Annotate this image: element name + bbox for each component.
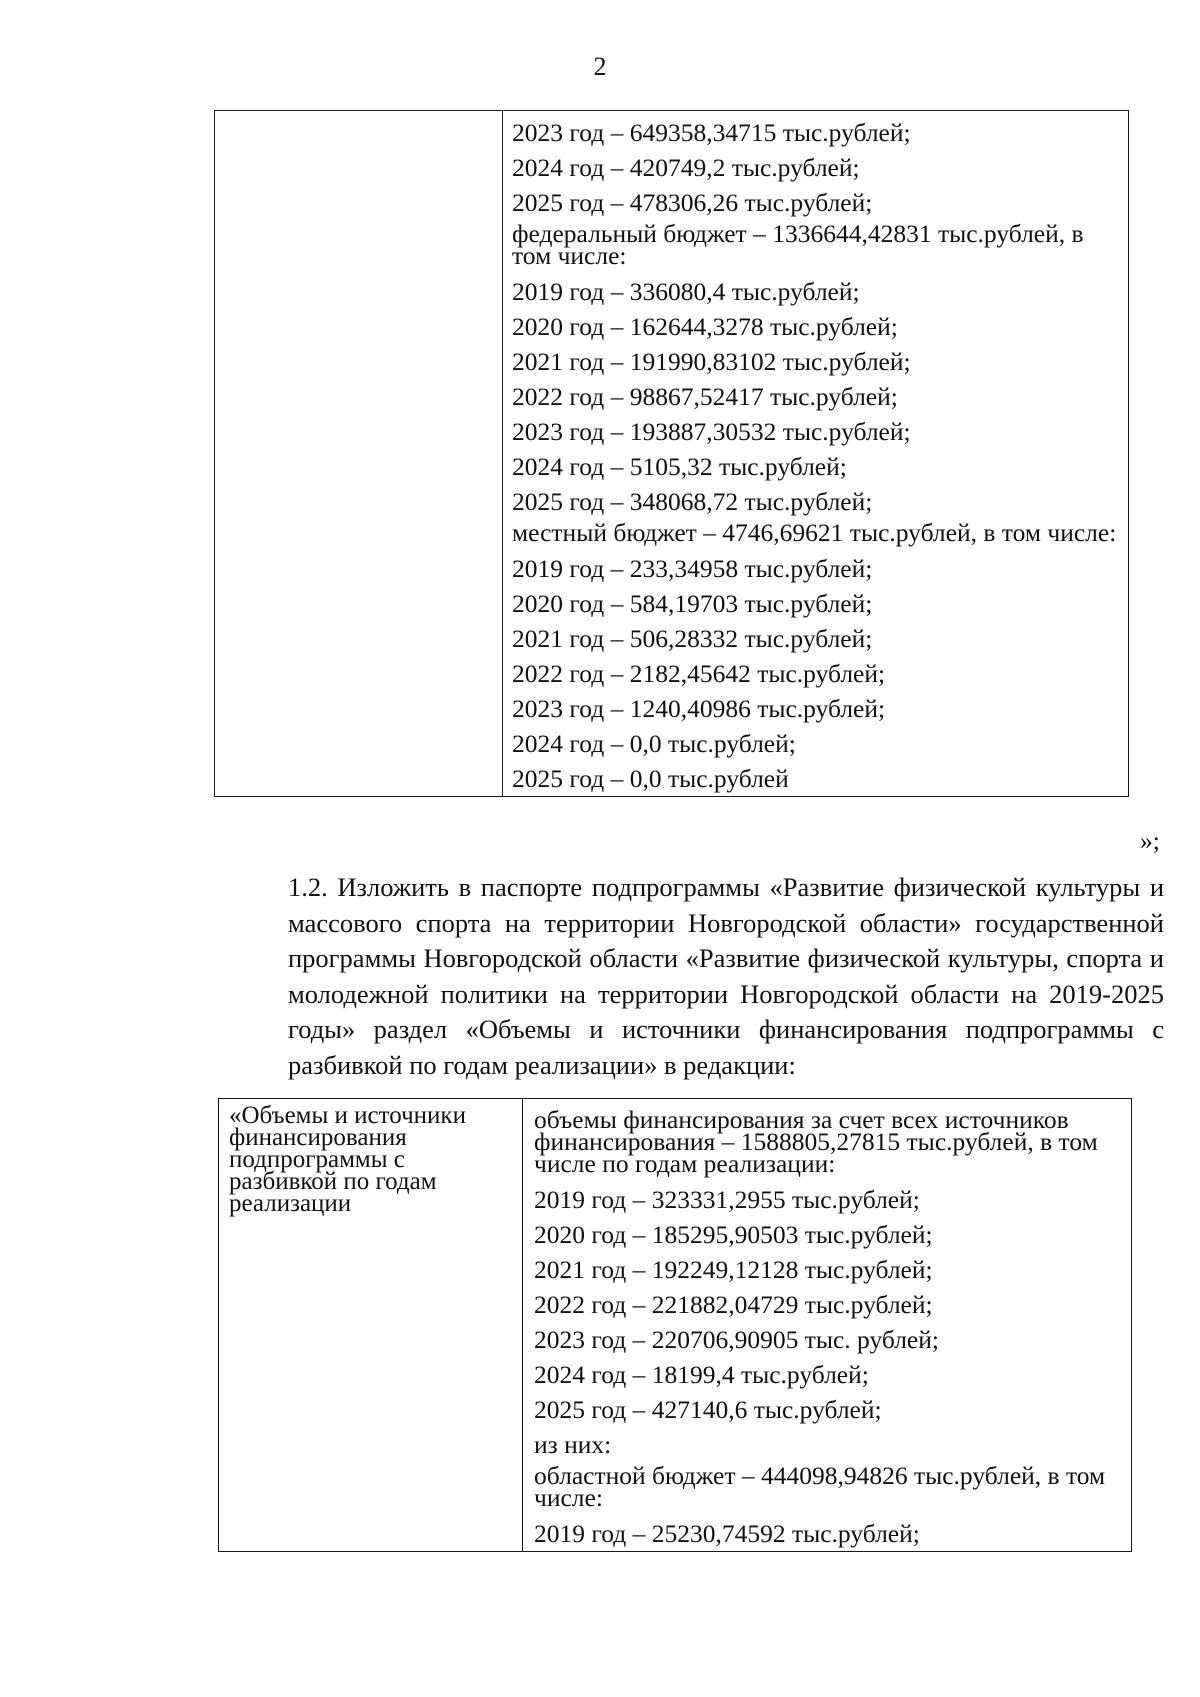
table-left-cell bbox=[215, 111, 503, 797]
funding-lines bbox=[512, 115, 1120, 796]
funding-line: 2020 год – 162644,3278 тыс.рублей; bbox=[512, 312, 898, 341]
table-left-cell bbox=[219, 1099, 523, 1552]
funding-line: 2022 год – 98867,52417 тыс.рублей; bbox=[512, 382, 898, 411]
section-title: «Объемы и источники финансирования подпрограммы с разбивкой по годам реализации bbox=[229, 1102, 466, 1217]
funding-line: 2025 год – 478306,26 тыс.рублей; bbox=[512, 188, 873, 217]
funding-line: 2025 год – 0,0 тыс.рублей bbox=[512, 764, 789, 793]
closing-quote: »; bbox=[1140, 826, 1160, 855]
funding-line: 2023 год – 220706,90905 тыс. рублей; bbox=[534, 1325, 939, 1354]
funding-line: 2025 год – 427140,6 тыс.рублей; bbox=[534, 1395, 882, 1424]
funding-line: 2019 год – 323331,2955 тыс.рублей; bbox=[534, 1185, 920, 1214]
paragraph-text: 1.2. Изложить в паспорте подпрограммы «Развитие физической культуры и массового спорта на территории Новгородской области» государственной программы Новгородской области «Развитие физической культуры, спорта и молодежной политики на территории Новгородской области на 2019-2025 годы» раздел «Объемы и источники финансирования подпрограммы с разбивкой по годам реализации» в редакции: bbox=[288, 872, 1164, 1080]
funding-line: 2024 год – 420749,2 тыс.рублей; bbox=[512, 153, 860, 182]
table-right-cell bbox=[523, 1099, 1132, 1552]
funding-line: 2019 год – 233,34958 тыс.рублей; bbox=[512, 554, 873, 583]
funding-line: объемы финансирования за счет всех источников финансирования – 1588805,27815 тыс.рублей, в том числе по годам реализации: bbox=[534, 1105, 1098, 1178]
funding-line: 2021 год – 191990,83102 тыс.рублей; bbox=[512, 347, 911, 376]
funding-line: 2019 год – 25230,74592 тыс.рублей; bbox=[534, 1519, 920, 1548]
funding-line: 2023 год – 193887,30532 тыс.рублей; bbox=[512, 417, 911, 446]
funding-line: 2021 год – 506,28332 тыс.рублей; bbox=[512, 624, 873, 653]
funding-line: 2024 год – 5105,32 тыс.рублей; bbox=[512, 452, 847, 481]
table-row bbox=[219, 1099, 1132, 1552]
funding-lines bbox=[534, 1106, 1123, 1551]
table-row bbox=[215, 111, 1129, 797]
funding-line: областной бюджет – 444098,94826 тыс.рублей, в том числе: bbox=[534, 1461, 1106, 1512]
funding-line: 2020 год – 584,19703 тыс.рублей; bbox=[512, 589, 873, 618]
funding-line: местный бюджет – 4746,69621 тыс.рублей, в том числе: bbox=[512, 518, 1117, 547]
amendment-paragraph bbox=[218, 870, 1164, 1083]
funding-line: 2019 год – 336080,4 тыс.рублей; bbox=[512, 277, 860, 306]
funding-line: 2021 год – 192249,12128 тыс.рублей; bbox=[534, 1255, 933, 1284]
funding-line: 2023 год – 649358,34715 тыс.рублей; bbox=[512, 118, 911, 147]
funding-table-continued bbox=[214, 110, 1129, 797]
funding-line: 2022 год – 2182,45642 тыс.рублей; bbox=[512, 659, 886, 688]
funding-line: 2020 год – 185295,90503 тыс.рублей; bbox=[534, 1220, 933, 1249]
funding-line: 2024 год – 0,0 тыс.рублей; bbox=[512, 729, 796, 758]
table-right-cell bbox=[503, 111, 1129, 797]
funding-line: 2022 год – 221882,04729 тыс.рублей; bbox=[534, 1290, 933, 1319]
funding-line: федеральный бюджет – 1336644,42831 тыс.рублей, в том числе: bbox=[512, 219, 1084, 270]
funding-line: из них: bbox=[534, 1430, 612, 1459]
page-number: 2 bbox=[593, 52, 607, 81]
funding-table-subprogram bbox=[218, 1098, 1132, 1552]
funding-line: 2025 год – 348068,72 тыс.рублей; bbox=[512, 487, 873, 516]
funding-line: 2024 год – 18199,4 тыс.рублей; bbox=[534, 1360, 869, 1389]
funding-line: 2023 год – 1240,40986 тыс.рублей; bbox=[512, 694, 886, 723]
